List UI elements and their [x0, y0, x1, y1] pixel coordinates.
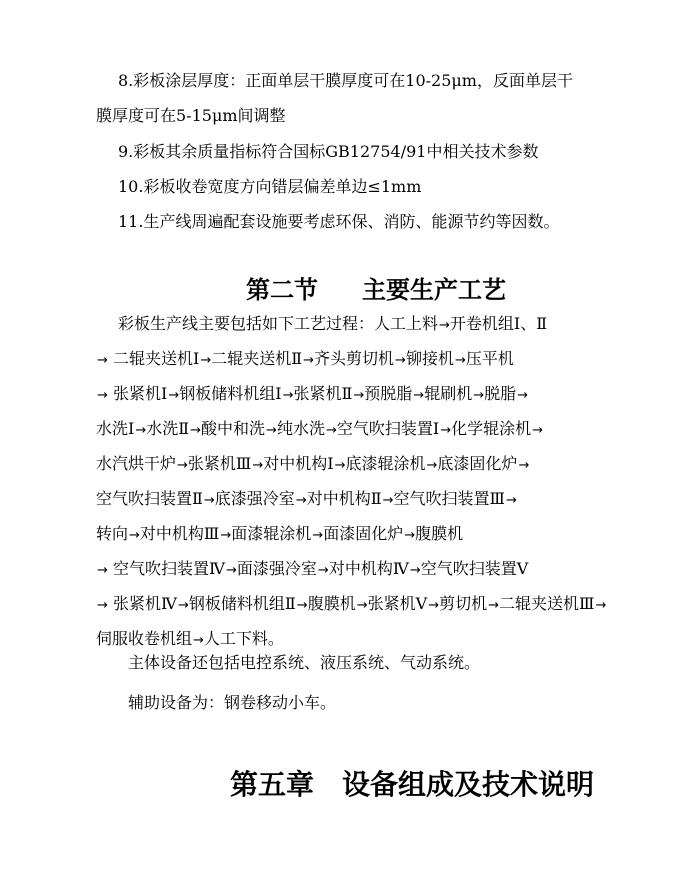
- process-step: 腹膜机: [415, 524, 464, 543]
- flow-arrow-icon: →: [266, 423, 276, 438]
- flow-arrow-icon: →: [220, 528, 231, 543]
- flow-arrow-icon: →: [252, 458, 263, 473]
- flow-arrow-icon: →: [595, 598, 606, 613]
- flow-arrow-icon: →: [129, 528, 139, 543]
- process-step: 化学辊涂机: [451, 419, 532, 438]
- flow-arrow-icon: →: [439, 318, 449, 333]
- process-step: 酸中和洗: [201, 419, 266, 438]
- process-step: 钢板储料机组Ⅱ: [188, 594, 296, 613]
- flow-arrow-icon: →: [356, 598, 367, 613]
- process-step: 人工下料。: [203, 629, 284, 648]
- process-flow: [96, 306, 636, 656]
- flow-arrow-icon: →: [97, 563, 107, 578]
- process-intro: 彩板生产线主要包括如下工艺过程：人工上料: [118, 314, 439, 333]
- section-heading: [246, 270, 506, 305]
- flow-arrow-icon: →: [473, 388, 484, 403]
- process-step: 纯水洗: [276, 419, 325, 438]
- flow-arrow-icon: →: [178, 598, 188, 613]
- flow-arrow-icon: →: [226, 563, 236, 578]
- process-step: 底漆辊涂机: [345, 454, 426, 473]
- flow-arrow-icon: →: [190, 423, 201, 438]
- process-step: 张紧机Ⅲ: [187, 454, 252, 473]
- process-step: 脱脂: [484, 384, 517, 403]
- flow-arrow-icon: →: [353, 388, 364, 403]
- flow-arrow-icon: →: [518, 458, 529, 473]
- main-equipment-text: 主体设备还包括电控系统、液压系统、气动系统。: [128, 653, 481, 672]
- process-line: [96, 446, 636, 481]
- flow-arrow-icon: →: [168, 388, 179, 403]
- process-step: 水汽烘干炉: [96, 454, 177, 473]
- flow-arrow-icon: →: [296, 598, 307, 613]
- chapter-number: 第五章: [230, 768, 315, 801]
- process-step: 张紧机Ⅰ: [113, 384, 168, 403]
- process-step: 钢板储料机组Ⅰ: [179, 384, 282, 403]
- flow-arrow-icon: →: [325, 423, 336, 438]
- flow-arrow-icon: →: [282, 388, 293, 403]
- aux-equipment-text: 辅助设备为：钢卷移动小车。: [128, 693, 337, 712]
- process-step: 空气吹扫装置Ⅲ: [393, 489, 505, 508]
- process-step: 空气吹扫装置Ⅱ: [96, 489, 203, 508]
- flow-arrow-icon: →: [312, 528, 323, 543]
- process-step: 腹膜机: [307, 594, 356, 613]
- chapter-title: 设备组成及技术说明: [342, 768, 595, 801]
- process-step: 张紧机Ⅳ: [113, 594, 177, 613]
- flow-arrow-icon: →: [440, 423, 451, 438]
- flow-arrow-icon: →: [395, 353, 405, 368]
- process-step: 张紧机Ⅴ: [367, 594, 428, 613]
- process-step: 面漆辊涂机: [231, 524, 312, 543]
- flow-arrow-icon: →: [517, 388, 528, 403]
- process-line: [96, 376, 636, 411]
- process-step: 空气吹扫装置Ⅴ: [420, 559, 529, 578]
- process-step: 伺服收卷机组: [96, 629, 193, 648]
- process-step: 水洗Ⅱ: [146, 419, 190, 438]
- flow-arrow-icon: →: [97, 598, 107, 613]
- flow-arrow-icon: →: [203, 493, 214, 508]
- flow-arrow-icon: →: [97, 388, 107, 403]
- flow-arrow-icon: →: [428, 598, 439, 613]
- process-step: 底漆强冷室: [214, 489, 295, 508]
- item-9: 9.彩板其余质量指标符合国标GB12754/91中相关技术参数: [118, 142, 539, 161]
- flow-arrow-icon: →: [409, 563, 420, 578]
- item-8-line-1: 8.彩板涂层厚度：正面单层干膜厚度可在10-25μm，反面单层干: [118, 71, 573, 90]
- process-line: [96, 306, 636, 341]
- flow-arrow-icon: →: [295, 493, 306, 508]
- process-step: 空气吹扫装置Ⅳ: [113, 559, 225, 578]
- process-step: 面漆强冷室: [236, 559, 317, 578]
- flow-arrow-icon: →: [200, 353, 211, 368]
- process-step: 水洗Ⅰ: [96, 419, 135, 438]
- process-line: [96, 411, 636, 446]
- flow-arrow-icon: →: [404, 528, 415, 543]
- process-step: 剪切机: [439, 594, 488, 613]
- flow-arrow-icon: →: [413, 388, 424, 403]
- process-step: 底漆固化炉: [437, 454, 518, 473]
- process-step: 空气吹扫装置Ⅰ: [336, 419, 440, 438]
- flow-arrow-icon: →: [382, 493, 393, 508]
- item-10: 10.彩板收卷宽度方向错层偏差单边≤1mm: [118, 177, 422, 196]
- flow-arrow-icon: →: [426, 458, 437, 473]
- process-step: 辊刷机: [424, 384, 473, 403]
- section-number: 第二节: [246, 275, 318, 304]
- process-step: 预脱脂: [364, 384, 413, 403]
- process-step: 对中机构Ⅳ: [328, 559, 409, 578]
- process-step: 对中机构Ⅰ: [263, 454, 334, 473]
- process-line: [96, 586, 636, 621]
- flow-arrow-icon: →: [532, 423, 543, 438]
- process-line: [96, 516, 636, 551]
- process-step: 铆接机: [405, 349, 454, 368]
- chapter-heading: [230, 763, 594, 803]
- process-step: 张紧机Ⅱ: [293, 384, 353, 403]
- flow-arrow-icon: →: [317, 563, 328, 578]
- process-step: 压平机: [465, 349, 514, 368]
- process-step: 二辊夹送机Ⅱ: [211, 349, 303, 368]
- flow-arrow-icon: →: [97, 353, 107, 368]
- flow-arrow-icon: →: [177, 458, 187, 473]
- flow-arrow-icon: →: [454, 353, 465, 368]
- process-step: 开卷机组Ⅰ、Ⅱ: [449, 314, 548, 333]
- process-step: 二辊夹送机Ⅰ: [113, 349, 200, 368]
- flow-arrow-icon: →: [135, 423, 146, 438]
- process-step: 对中机构Ⅱ: [306, 489, 382, 508]
- process-step: 面漆固化炉: [323, 524, 404, 543]
- flow-arrow-icon: →: [303, 353, 314, 368]
- item-11: 11.生产线周遍配套设施要考虑环保、消防、能源节约等因数。: [118, 212, 560, 231]
- process-line: [96, 551, 636, 586]
- flow-arrow-icon: →: [193, 633, 203, 648]
- process-line: [96, 341, 636, 376]
- section-title: 主要生产工艺: [362, 275, 506, 304]
- process-step: 转向: [96, 524, 129, 543]
- flow-arrow-icon: →: [505, 493, 516, 508]
- process-step: 齐头剪切机: [314, 349, 395, 368]
- item-8-line-2: 膜厚度可在5-15μm间调整: [96, 106, 286, 125]
- flow-arrow-icon: →: [334, 458, 345, 473]
- process-step: 二辊夹送机Ⅲ: [499, 594, 595, 613]
- process-step: 对中机构Ⅲ: [139, 524, 220, 543]
- process-line: [96, 481, 636, 516]
- flow-arrow-icon: →: [488, 598, 499, 613]
